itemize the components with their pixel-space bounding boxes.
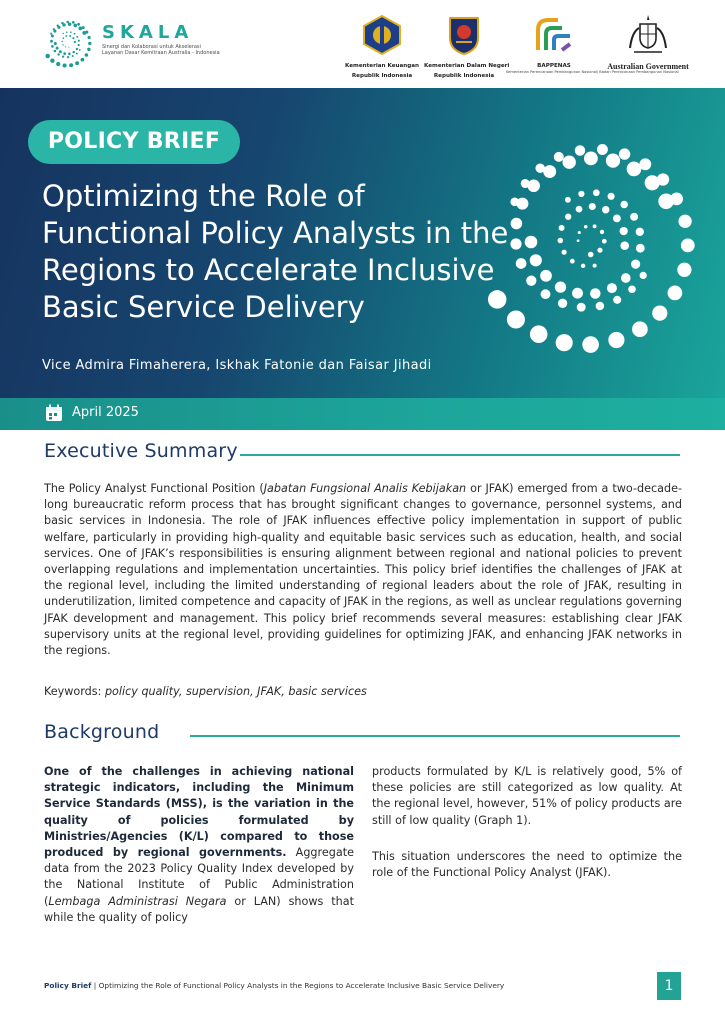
swirl-dot — [85, 53, 89, 57]
swirl-dot — [65, 35, 67, 37]
australian-government-name: Australian Government — [607, 62, 689, 71]
swirl-dot — [54, 42, 57, 45]
calendar-icon — [45, 404, 63, 422]
background-text: or LAN) shows that while the quality of policy — [44, 894, 354, 924]
footer-separator: | — [91, 981, 99, 990]
swirl-dot — [62, 44, 63, 45]
swirl-dot — [640, 272, 647, 279]
swirl-dot — [74, 41, 76, 43]
swirl-dot — [619, 148, 630, 159]
swirl-dot — [576, 206, 583, 213]
swirl-dot — [600, 230, 604, 234]
swirl-dot — [608, 193, 615, 200]
swirl-dot — [79, 49, 81, 51]
swirl-dot — [65, 46, 66, 47]
hero-banner — [0, 88, 725, 398]
publication-date: April 2025 — [72, 405, 139, 420]
swirl-dot — [61, 41, 63, 43]
swirl-dot — [590, 288, 600, 298]
swirl-dot — [510, 238, 521, 249]
swirl-dot — [578, 191, 584, 197]
swirl-dot — [581, 264, 585, 268]
kemendagri-logo — [424, 14, 510, 80]
swirl-dot — [76, 53, 78, 55]
swirl-dot — [507, 310, 525, 328]
swirl-dot — [678, 215, 691, 228]
swirl-dot — [677, 263, 691, 277]
background-lead: One of the challenges in achieving national strategic indicators, including the Minimum Service Standards (MSS), is the variation in the quality of policies formulated by Ministries/Agencies (K/L) compared to those produced by regional governments. — [44, 765, 354, 860]
swirl-dot — [57, 53, 59, 55]
authors: Vice Admira Fimaherera, Iskhak Fatonie dan Faisar Jihadi — [42, 358, 432, 373]
swirl-dot — [78, 40, 80, 42]
swirl-dot — [50, 33, 52, 35]
swirl-dot — [68, 22, 71, 25]
swirl-dot — [613, 296, 621, 304]
swirl-dot — [565, 197, 571, 203]
summary-text-part: The Policy Analyst Functional Position ( — [44, 482, 264, 495]
swirl-dot — [530, 325, 548, 343]
kemenkeu-name: Kementerian Keuangan — [344, 63, 419, 69]
swirl-dot — [530, 254, 542, 266]
australian-government-logo — [604, 14, 692, 70]
skala-logo-icon — [40, 14, 96, 70]
bappenas-emblem-icon — [532, 14, 576, 56]
swirl-dot — [72, 21, 75, 24]
swirl-dot — [69, 35, 71, 37]
swirl-dot — [577, 239, 580, 242]
swirl-dot — [63, 63, 67, 67]
swirl-dot — [54, 50, 57, 53]
swirl-dot — [559, 225, 565, 231]
swirl-dot — [81, 58, 85, 62]
kemendagri-name: Kementerian Dalam Negeri — [424, 63, 510, 69]
executive-summary-heading: Executive Summary — [44, 440, 238, 462]
swirl-dot — [525, 236, 538, 249]
swirl-dot — [602, 206, 609, 213]
swirl-dot — [72, 55, 74, 57]
swirl-dot — [77, 23, 80, 26]
swirl-dot — [584, 225, 588, 229]
swirl-dot — [554, 152, 564, 162]
skala-tagline: Sinergi dan Kolaborasi untuk Akselerasi Layanan Dasar Kemitraan Australia - Indonesia — [102, 44, 220, 56]
swirl-dot — [593, 264, 597, 268]
swirl-dot — [632, 321, 648, 337]
heading-divider — [190, 735, 680, 737]
swirl-dot — [565, 214, 571, 220]
swirl-dot — [621, 273, 631, 283]
background-left-column — [44, 764, 354, 926]
dot-swirl-graphic — [470, 114, 710, 364]
swirl-dot — [562, 250, 567, 255]
swirl-dot — [572, 288, 583, 299]
swirl-dot — [78, 44, 80, 46]
background-text-italic: Lembaga Administrasi Negara — [48, 894, 227, 908]
swirl-dot — [488, 290, 507, 309]
swirl-dot — [68, 47, 69, 48]
swirl-dot — [577, 303, 586, 312]
swirl-dot — [556, 334, 573, 351]
swirl-dot — [652, 306, 667, 321]
kemenkeu-emblem-icon — [360, 14, 404, 56]
swirl-dot — [543, 165, 556, 178]
footer-label: Policy Brief — [44, 981, 92, 990]
skala-logo-text: SKALA — [102, 22, 194, 43]
bappenas-sub: Kementerian Perencanaan Pembangunan Nasional/ Badan Perencanaan Pembangunan Nasional — [506, 70, 679, 74]
swirl-dot — [597, 248, 602, 253]
swirl-dot — [511, 218, 523, 230]
swirl-dot — [584, 152, 598, 166]
swirl-dot — [606, 153, 620, 167]
swirl-dot — [62, 23, 65, 26]
swirl-dot — [70, 31, 72, 33]
summary-text-italic: Jabatan Fungsional Analis Kebijakan — [263, 482, 467, 495]
swirl-dot — [558, 238, 564, 244]
swirl-dot — [570, 259, 575, 264]
swirl-dot — [74, 33, 76, 35]
swirl-dot — [69, 63, 73, 67]
swirl-dot — [597, 144, 608, 155]
swirl-dot — [66, 31, 68, 33]
background-right-paragraph-1: products formulated by K/L is relatively good, 5% of these policies are still categorized as low quality. At the regional level, however, 51% of policy products are still of low quality (Graph 1). — [372, 765, 682, 827]
heading-divider — [240, 454, 680, 456]
swirl-dot — [56, 47, 59, 50]
swirl-dot — [45, 54, 49, 58]
swirl-dot — [75, 61, 79, 65]
swirl-dot — [631, 259, 640, 268]
logo-bar — [0, 0, 725, 88]
swirl-dot — [51, 45, 54, 48]
keywords — [44, 685, 367, 698]
footer-title: Optimizing the Role of Functional Policy Analysts in the Regions to Accelerate Inclusive Basic Service Delivery — [98, 981, 505, 990]
swirl-dot — [540, 270, 552, 282]
swirl-dot — [613, 214, 621, 222]
keywords-label: Keywords: — [44, 685, 102, 698]
background-heading: Background — [44, 721, 160, 743]
kemendagri-emblem-icon — [442, 14, 486, 56]
swirl-dot — [72, 37, 74, 39]
swirl-dot — [51, 35, 54, 38]
swirl-dot — [636, 244, 645, 253]
swirl-dot — [73, 24, 77, 28]
swirl-dot — [62, 55, 64, 57]
swirl-dot — [628, 285, 636, 293]
swirl-dot — [516, 198, 528, 210]
swirl-dot — [62, 33, 63, 34]
swirl-dot — [602, 239, 607, 244]
swirl-dot — [645, 175, 660, 190]
swirl-dot — [50, 40, 53, 43]
swirl-dot — [636, 228, 644, 236]
swirl-dot — [681, 239, 695, 253]
swirl-dot — [658, 194, 674, 210]
swirl-dot — [620, 241, 629, 250]
swirl-dot — [59, 50, 62, 53]
swirl-dot — [82, 31, 86, 35]
kemenkeu-sub: Republik Indonesia — [351, 73, 413, 79]
summary-text-part: or JFAK) emerged from a two-decade-long bureaucratic reform process that has brought significant changes to governance, personnel systems, and basic services in Indonesia. The role of JFAK influences effective policy implementation in support of public welfare, particularly in providing high-quality and equitable basic services such as education, health, and social services. One of JFAK’s responsibilities is ensuring alignment between regional and national policies to prevent overlapping regulations and implementation uncertainties. This policy brief identifies the challenges of JFAK at the regional level, including the limited understanding of regional leaders about the role of JFAK, resulting in underutilization, limited competence and capacity of JFAK in the regions, as well as unclear regulations governing JFAK development and management. This policy brief recommends several measures: establishing clear JFAK supervisory units at the regional level, providing guidelines for optimizing JFAK, and enhancing JFAK networks in the regions. — [44, 482, 682, 658]
swirl-dot — [68, 53, 71, 56]
swirl-dot — [72, 51, 74, 53]
bappenas-name: BAPPENAS — [537, 63, 571, 69]
swirl-dot — [607, 283, 617, 293]
swirl-dot — [88, 36, 91, 39]
executive-summary-text — [44, 481, 682, 659]
policy-brief-badge: POLICY BRIEF — [28, 120, 240, 164]
keywords-values: policy quality, supervision, JFAK, basic services — [104, 685, 367, 698]
page-number: 1 — [657, 972, 681, 1000]
swirl-dot — [63, 52, 66, 55]
swirl-dot — [596, 302, 605, 311]
swirl-dot — [589, 203, 596, 210]
swirl-dot — [620, 227, 628, 235]
swirl-dot — [53, 30, 56, 33]
swirl-dot — [516, 258, 527, 269]
swirl-dot — [593, 189, 600, 196]
swirl-dot — [76, 48, 78, 50]
swirl-dot — [79, 27, 83, 31]
page-title: Optimizing the Role of Functional Policy Analysts in the Regions to Accelerate Inclusive Basic Service Delivery — [42, 179, 509, 324]
swirl-dot — [87, 48, 90, 51]
swirl-dot — [88, 42, 91, 45]
swirl-dot — [57, 26, 60, 29]
swirl-dot — [582, 336, 599, 353]
page-footer — [44, 981, 504, 990]
date-strip — [0, 398, 725, 430]
swirl-dot — [555, 281, 566, 292]
swirl-dot — [563, 156, 576, 169]
swirl-dot — [558, 299, 567, 308]
swirl-dot — [593, 224, 597, 228]
swirl-dot — [627, 162, 642, 177]
swirl-dot — [578, 231, 581, 234]
swirl-dot — [527, 180, 539, 192]
swirl-dot — [588, 252, 594, 258]
australia-coat-of-arms-icon — [626, 14, 670, 56]
swirl-dot — [76, 36, 78, 38]
swirl-dot — [668, 286, 683, 301]
swirl-dot — [67, 56, 69, 58]
swirl-dot — [630, 213, 638, 221]
swirl-dot — [50, 59, 54, 63]
background-right-paragraph-2: This situation underscores the need to optimize the role of the Functional Policy Analyst (JFAK). — [372, 850, 682, 880]
kemendagri-sub: Republik Indonesia — [433, 73, 495, 79]
swirl-dot — [620, 201, 628, 209]
swirl-dot — [608, 332, 624, 348]
swirl-dot — [56, 62, 60, 66]
swirl-dot — [541, 289, 551, 299]
background-text: Aggregate data from the 2023 Policy Quality Index developed by the National Institute of Public Administration ( — [44, 846, 354, 908]
swirl-dot — [575, 145, 585, 155]
kemenkeu-logo — [340, 14, 424, 80]
swirl-dot — [526, 276, 536, 286]
swirl-dot — [63, 37, 65, 39]
